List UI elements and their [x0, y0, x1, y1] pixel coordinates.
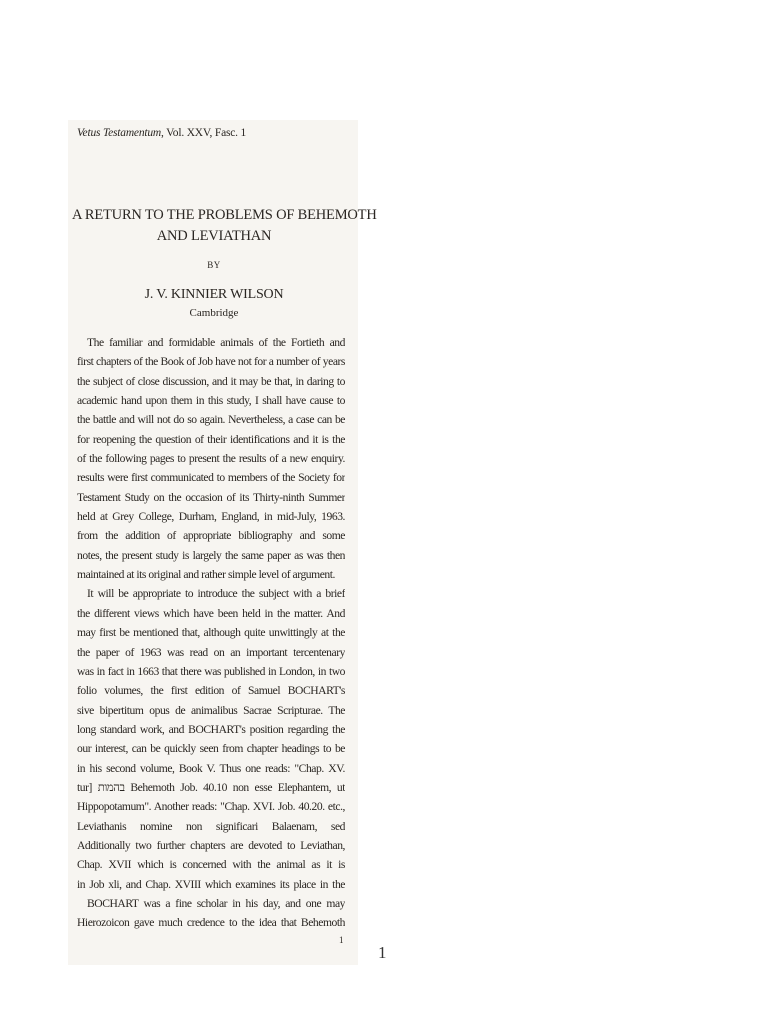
author-affiliation: Cambridge: [189, 307, 239, 319]
body-line: Leviathanis nomine non significari Balaenam, sed: [77, 819, 345, 833]
body-line: our interest, can be quickly seen from chapter headings to be: [77, 742, 345, 756]
title-line-1: A RETURN TO THE PROBLEMS OF BEHEMOTH: [72, 207, 377, 223]
body-line: held at Grey College, Durham, England, in mid-July, 1963.: [77, 510, 345, 524]
body-line: academic hand upon them in this study, I shall have cause to: [77, 394, 345, 408]
author-name: J. V. KINNIER WILSON: [144, 287, 284, 302]
body-line: first chapters of the Book of Job have not for a number of years: [77, 355, 345, 369]
article-title: [72, 205, 377, 247]
body-line: the subject of close discussion, and it may be that, in daring to: [77, 374, 345, 388]
body-line: results were first communicated to members of the Society for: [77, 471, 345, 485]
article-body: [77, 333, 345, 933]
body-line: may first be mentioned that, although quite unwittingly at the: [77, 626, 345, 640]
body-line: was in fact in 1663 that there was published in London, in two: [77, 664, 345, 678]
outer-page-number: 1: [378, 943, 387, 962]
body-line: of the following pages to present the results of a new enquiry.: [77, 452, 345, 466]
body-line: It will be appropriate to introduce the subject with a brief: [87, 587, 345, 601]
journal-name: Vetus Testamentum: [77, 127, 162, 139]
body-line: in his second volume, Book V. Thus one reads: "Chap. XV.: [77, 761, 345, 775]
body-line: folio volumes, the first edition of Samuel BOCHART's: [77, 684, 345, 698]
body-line: in Job xli, and Chap. XVIII which examines its place in the: [77, 877, 345, 891]
journal-header: [77, 127, 246, 139]
body-line: Hippopotamum". Another reads: "Chap. XVI. Job. 40.20. etc.,: [77, 800, 345, 814]
body-line: BOCHART was a fine scholar in his day, and one may: [87, 896, 345, 910]
body-line: long standard work, and BOCHART's position regarding the: [77, 722, 345, 736]
body-line: sive bipertitum opus de animalibus Sacrae Scripturae. The: [77, 703, 345, 717]
body-line: notes, the present study is largely the same paper as was then: [77, 548, 345, 562]
body-line: for reopening the question of their identifications and it is the: [77, 432, 345, 446]
body-line: Hierozoicon gave much credence to the idea that Behemoth: [77, 916, 345, 930]
body-line: Chap. XVII which is concerned with the animal as it is: [77, 858, 345, 872]
body-line: Testament Study on the occasion of its Thirty-ninth Summer: [77, 490, 345, 504]
body-line: maintained at its original and rather simple level of argument.: [77, 568, 335, 582]
byline-by: BY: [207, 260, 221, 270]
volume-info: , Vol. XXV, Fasc. 1: [161, 127, 247, 139]
body-line: the paper of 1963 was read on an important tercentenary: [77, 645, 345, 659]
body-line: the battle and will not do so again. Nevertheless, a case can be: [77, 413, 345, 427]
body-line: from the addition of appropriate bibliography and some: [77, 529, 345, 543]
inner-page-number: 1: [339, 935, 344, 945]
body-line: Additionally two further chapters are devoted to Leviathan,: [77, 838, 345, 852]
title-line-2: AND LEVIATHAN: [156, 228, 272, 244]
body-line: the different views which have been held in the matter. And: [77, 606, 345, 620]
body-line: The familiar and formidable animals of the Fortieth and: [87, 336, 345, 349]
body-line: tur] בהמות Behemoth Job. 40.10 non esse Elephantem, ut: [77, 780, 345, 794]
